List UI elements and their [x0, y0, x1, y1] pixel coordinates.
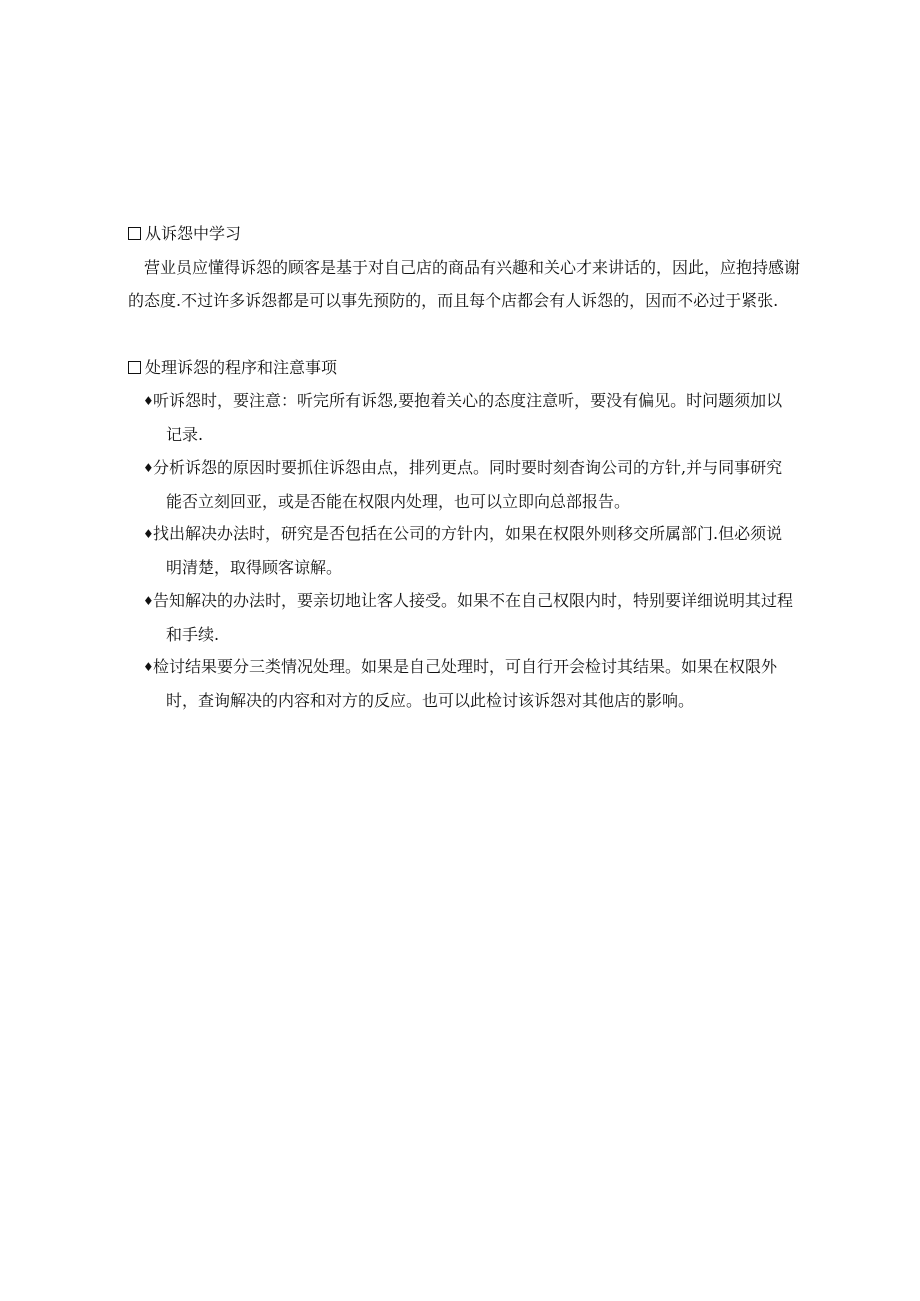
diamond-bullet-icon: ♦ — [143, 594, 154, 608]
list-item — [143, 517, 793, 584]
checkbox-square-icon — [128, 361, 141, 374]
list-item-text: 告知解决的办法时，要亲切地让客人接受。如果不在自己权限内时，特别要详细说明其过程和手续. — [153, 591, 794, 644]
diamond-bullet-icon: ♦ — [143, 461, 154, 475]
list-item-text: 分析诉怨的原因时要抓住诉怨由点，排列更点。同时要时刻杳询公司的方针,并与同事研究能否立刻回亚，或是否能在权限内处理，也可以立即向总部报告。 — [153, 458, 783, 511]
list-item — [143, 584, 793, 651]
list-item-text: 听诉怨时，要注意：听完所有诉怨,要抱着关心的态度注意听，要没有偏见。时问题须加以记录. — [153, 391, 783, 444]
list-item-text: 检讨结果要分三类情况处理。如果是自己处理时，可自行开会检讨其结果。如果在权限外时，查询解决的内容和对方的反应。也可以此检讨该诉怨对其他店的影响。 — [153, 657, 778, 710]
section-title-text: 处理诉怨的程序和注意事项 — [145, 358, 338, 377]
diamond-bullet-icon: ♦ — [143, 527, 154, 541]
checkbox-square-icon — [128, 227, 141, 240]
section-heading-learn-from-complaints — [128, 224, 241, 244]
section-title-text: 从诉怨中学习 — [145, 224, 242, 243]
diamond-bullet-icon: ♦ — [143, 660, 154, 674]
diamond-bullet-icon: ♦ — [143, 394, 154, 408]
section-heading-complaint-procedure — [128, 358, 337, 378]
list-item-text: 找出解决办法时，研究是否包括在公司的方针内，如果在权限外则移交所属部门.但必须说明清楚，取得顾客谅解。 — [153, 524, 783, 577]
list-item — [143, 650, 793, 717]
list-item — [143, 384, 793, 451]
list-item — [143, 451, 793, 518]
intro-paragraph: 营业员应懂得诉怨的顾客是基于对自己店的商品有兴趣和关心才来讲话的，因此，应抱持感谢的态度.不过许多诉怨都是可以事先预防的，而且每个店都会有人诉怨的，因而不必过于紧张. — [128, 258, 801, 310]
